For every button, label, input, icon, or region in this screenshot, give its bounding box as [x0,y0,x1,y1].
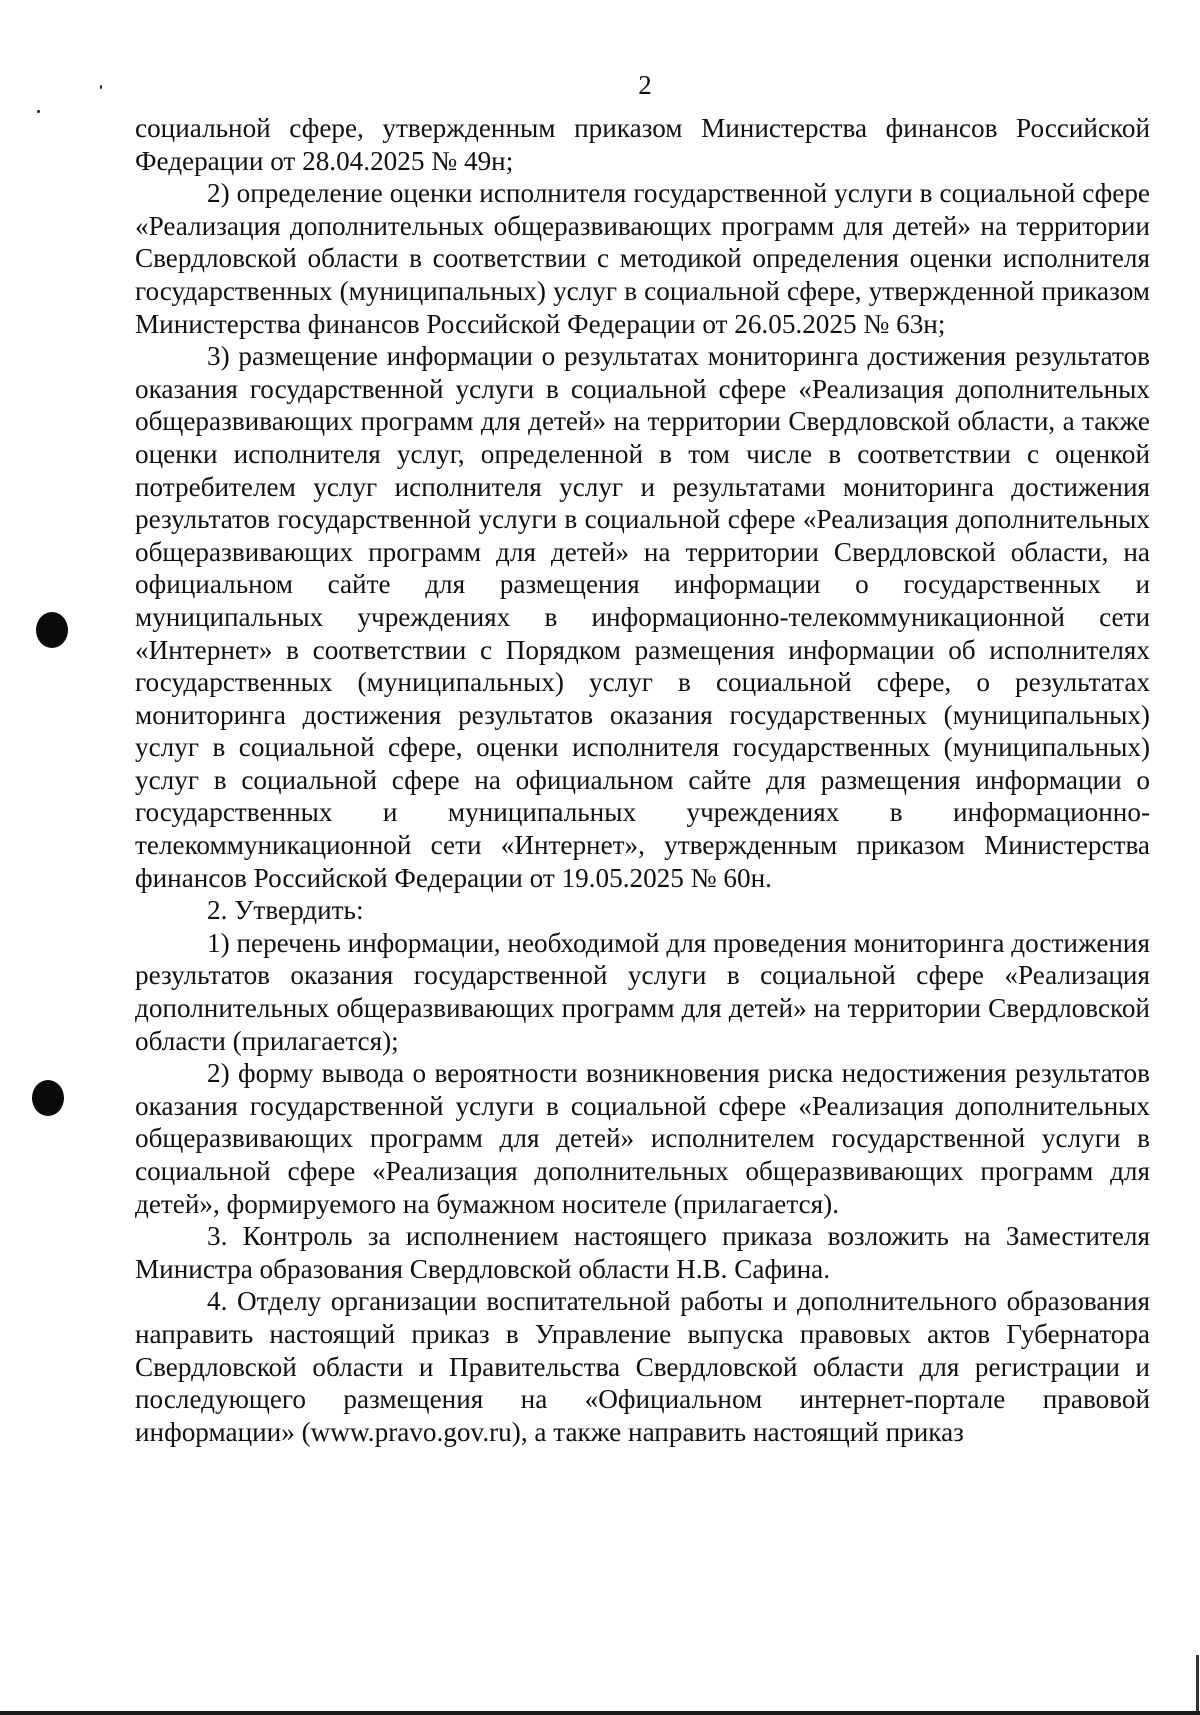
paragraph: 1) перечень информации, необходимой для проведения мониторинга достижения результатов оказания государственной услуги в социальной сфере «Реализация дополнительных общеразвивающих программ для детей» на территории Свердловской области (прилагается); [135,927,1150,1056]
binder-hole-mark [32,1080,64,1116]
paragraph: 3. Контроль за исполнением настоящего приказа возложить на Заместителя Министра образования Свердловской области Н.В. Сафина. [135,1221,1150,1284]
binder-hole-mark [36,612,68,648]
paragraph: 3) размещение информации о результатах мониторинга достижения результатов оказания государственной услуги в социальной сфере «Реализация дополнительных общеразвивающих программ для детей» на территории Свердловской области, а также оценки исполнителя услуг, определенной в том числе в соответствии с оценкой потребителем услуг исполнителя услуг и результатами мониторинга достижения результатов государственной услуги в социальной сфере «Реализация дополнительных общеразвивающих программ для детей» на территории Свердловской области, на официальном сайте для размещения информации о государственных и муниципальных учреждениях в информационно-телекоммуникационной сети «Интернет» в соответствии с Порядком размещения информации об исполнителях государственных (муниципальных) услуг в социальной сфере, о результатах мониторинга достижения результатов оказания государственных (муниципальных) услуг в социальной сфере, оценки исполнителя государственных (муниципальных) услуг в социальной сфере на официальном сайте для размещения информации о государственных и муниципальных учреждениях в информационно-телекоммуникационной сети «Интернет», утвержденным приказом Министерства финансов Российской Федерации от 19.05.2025 № 60н. [135,341,1150,893]
paragraph: 4. Отделу организации воспитательной работы и дополнительного образования направить настоящий приказ в Управление выпуска правовых актов Губернатора Свердловской области и Правительства Свердловской области для регистрации и последующего размещения на «Официальном интернет-портале правовой информации» (www.pravo.gov.ru), а также направить настоящий приказ [135,1286,1150,1447]
paragraph: 2) форму вывода о вероятности возникновения риска недостижения результатов оказания государственной услуги в социальной сфере «Реализация дополнительных общеразвивающих программ для детей» исполнителем государственной услуги в социальной сфере «Реализация дополнительных общеразвивающих программ для детей», формируемого на бумажном носителе (прилагается). [135,1058,1150,1219]
scan-edge-mark [0,1711,1200,1715]
scan-edge-mark [1196,1655,1199,1715]
document-body [135,112,1150,1448]
page-number: 2 [638,70,652,100]
paragraph: социальной сфере, утвержденным приказом Министерства финансов Российской Федерации от 28.04.2025 № 49н; [135,113,1150,176]
paragraph: 2. Утвердить: [207,895,364,926]
paragraph: 2) определение оценки исполнителя государственной услуги в социальной сфере «Реализация дополнительных общеразвивающих программ для детей» на территории Свердловской области в соответствии с методикой определения оценки исполнителя государственных (муниципальных) услуг в социальной сфере, утвержденной приказом Министерства финансов Российской Федерации от 26.05.2025 № 63н; [135,178,1150,339]
scan-speck [37,110,40,113]
